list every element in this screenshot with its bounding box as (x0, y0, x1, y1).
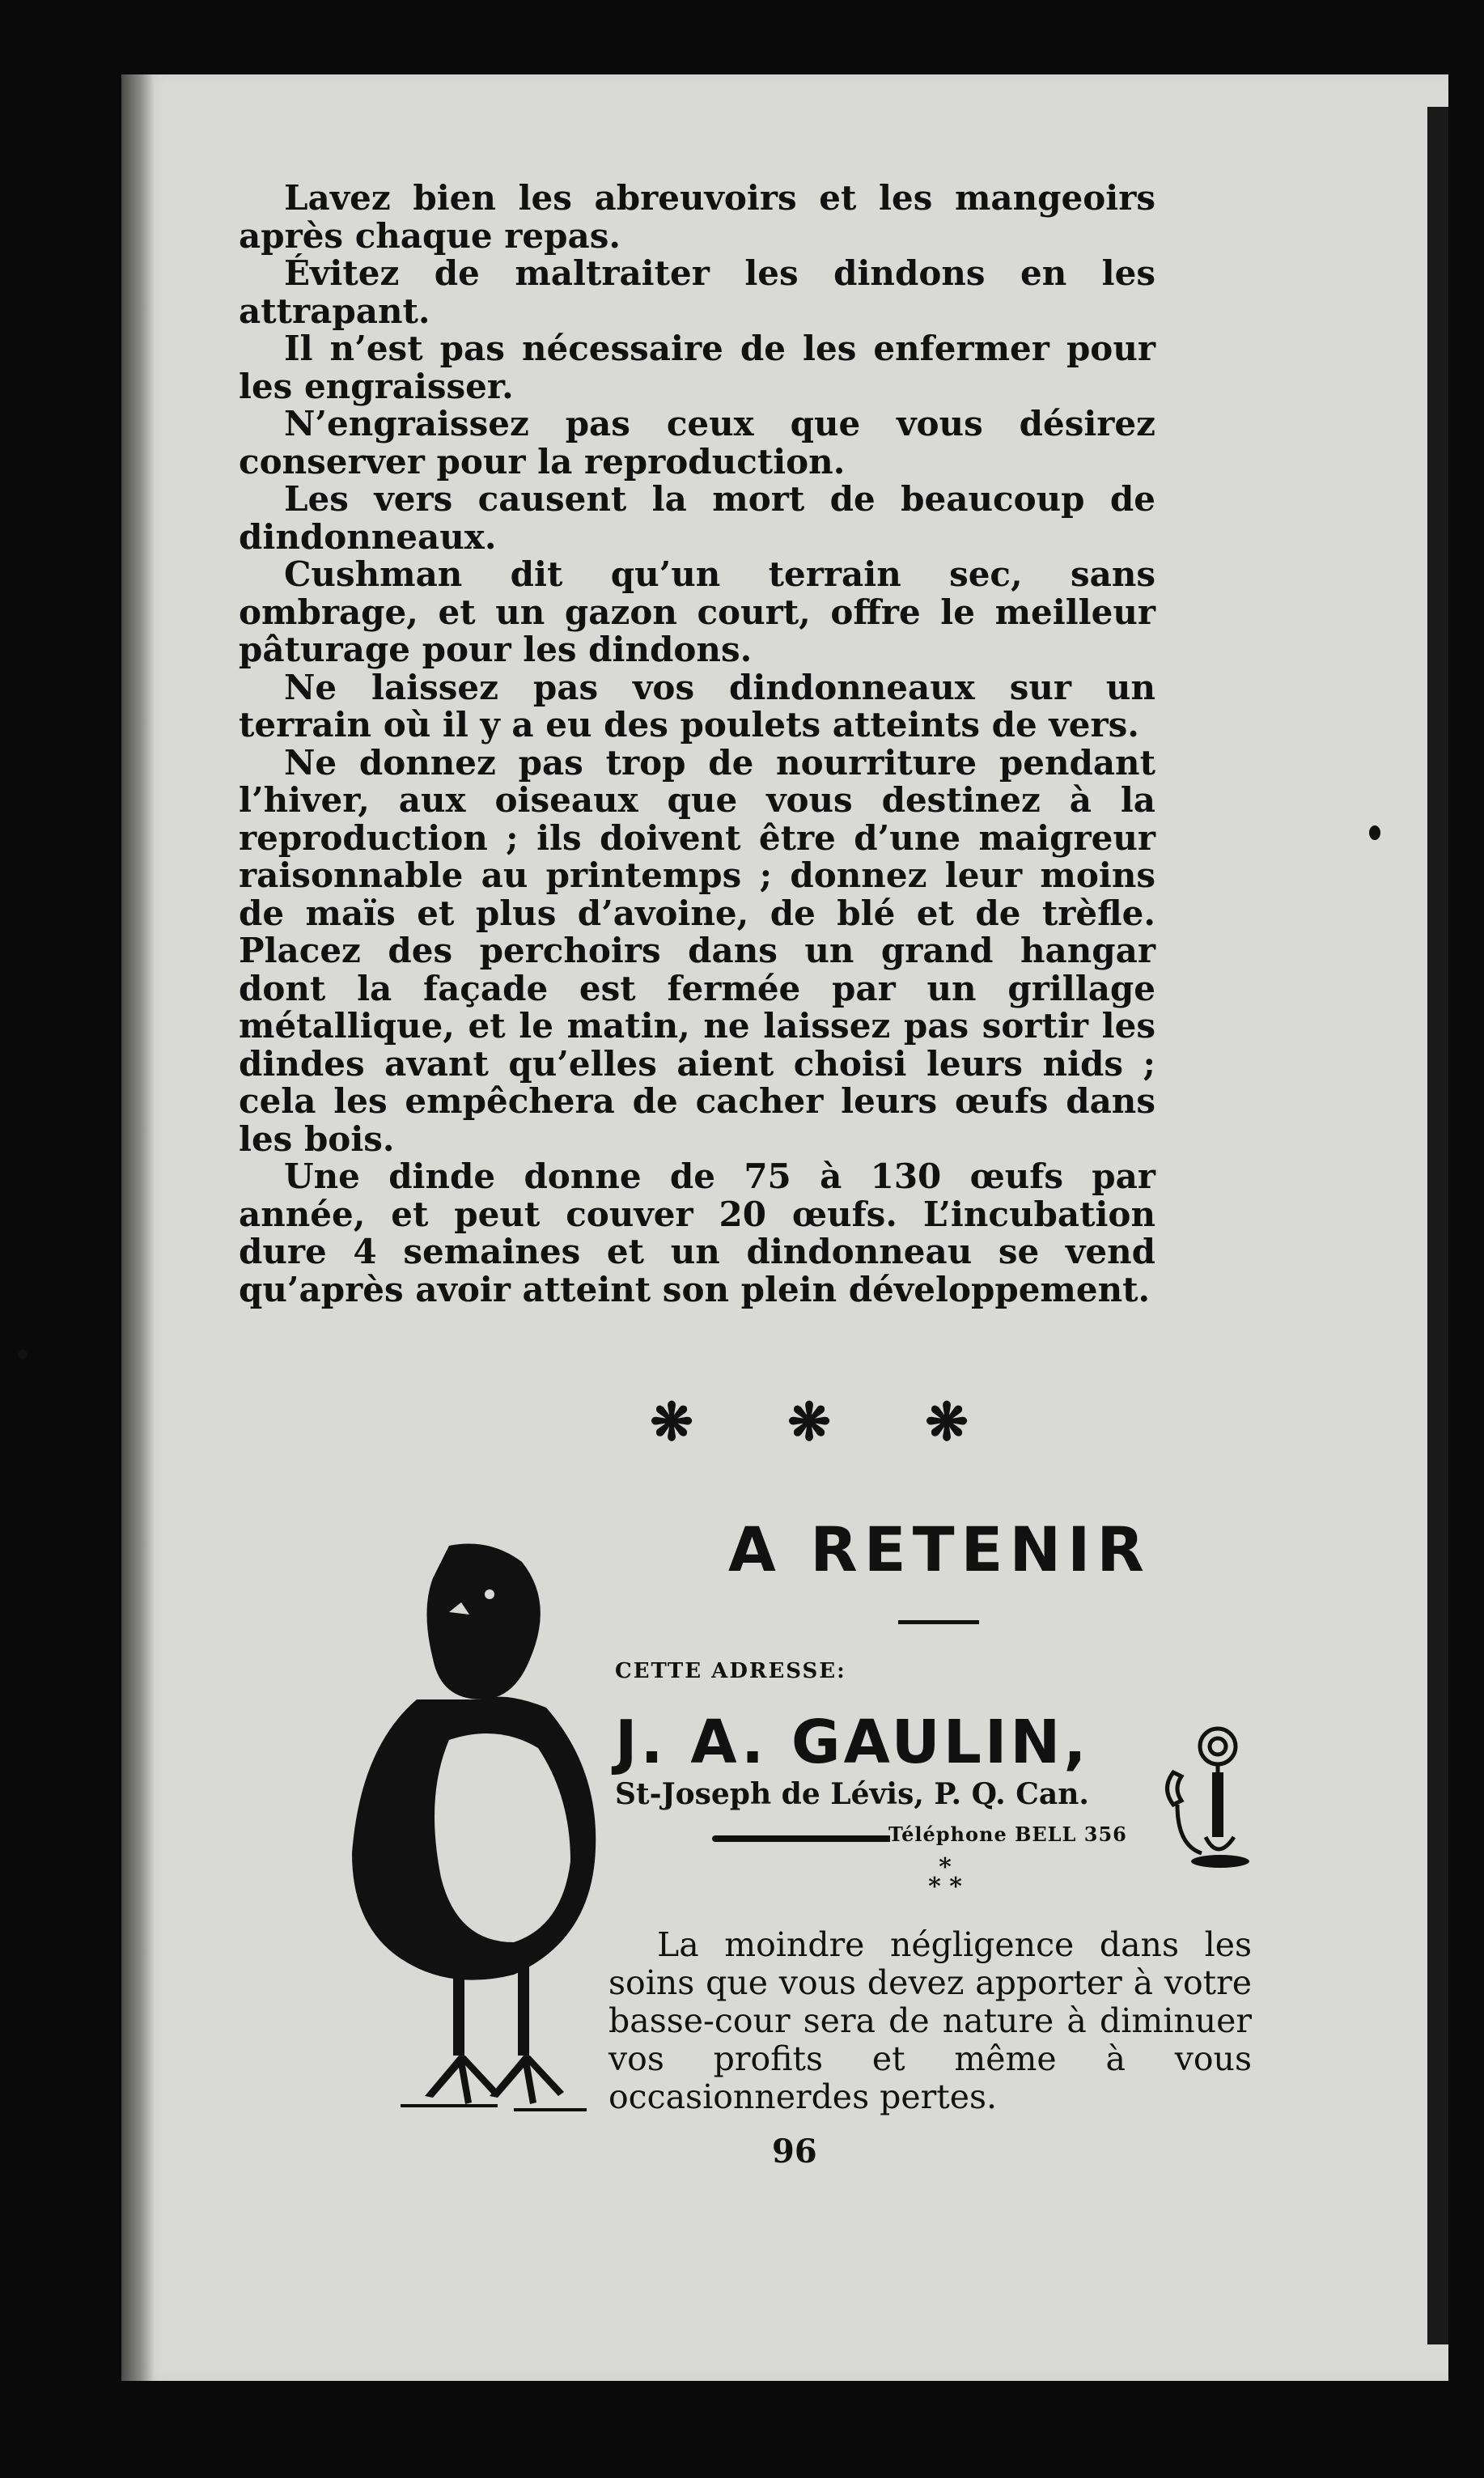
paragraph: Lavez bien les abreuvoirs et les mangeoirs après chaque repas. (239, 178, 1155, 256)
ad-address: St-Joseph de Lévis, P. Q. Can. (615, 1777, 1089, 1811)
body-text (239, 180, 1155, 1309)
ad-closing-text: La moindre négligence dans les soins que vous devez apporter à votre basse-cour sera de nature à diminuer vos profits et même à vous occasionnerdes pertes. (608, 1925, 1252, 2116)
ad-asterism (913, 1853, 977, 1901)
separator-star: ❋ (925, 1392, 969, 1453)
ad-intro: CETTE ADRESSE: (615, 1659, 846, 1683)
paragraph: Évitez de maltraiter les dindons en les attrapant. (239, 253, 1155, 331)
paragraph: Il n’est pas nécessaire de les enfermer pour les engraisser. (239, 329, 1155, 406)
ad-name: J. A. GAULIN, (615, 1708, 1090, 1777)
page-binding-edge (121, 74, 154, 2381)
paragraph: Ne laissez pas vos dindonneaux sur un terrain où il y a eu des poulets atteints de vers. (239, 667, 1155, 745)
separator-star: ❋ (787, 1392, 831, 1453)
paragraph: Ne donnez pas trop de nourriture pendant l’hiver, aux oiseaux que vous destinez à la reproduction ; ils doivent être d’une maigreur raisonnable au printemps ; donnez leur moins de maïs et plus d’avoine, de blé et de trèfle. Placez des perchoirs dans un grand hangar dont la façade est fermée par un grillage métallique, et le matin, ne laissez pas sortir les dindes avant qu’elles aient choisi leurs nids ; cela les empêchera de cacher leurs œufs dans les bois. (239, 742, 1155, 1159)
page-right-edge (1427, 107, 1448, 2344)
separator-star: ❋ (650, 1392, 693, 1453)
paragraph: Les vers causent la mort de beaucoup de dindonneaux. (239, 479, 1155, 557)
ad-telephone: Téléphone BELL 356 (888, 1822, 1127, 1846)
paragraph: Cushman dit qu’un terrain sec, sans ombrage, et un gazon court, offre le meilleur pâturage pour les dindons. (239, 554, 1155, 669)
ad-heading: A RETENIR (728, 1513, 1151, 1585)
asterism-glyph: * * * (928, 1853, 962, 1901)
page-number: 96 (772, 2132, 817, 2170)
section-separator (639, 1392, 979, 1453)
telephone-leader-line (712, 1835, 890, 1842)
scan-speck (18, 1350, 28, 1360)
paragraph: N’engraissez pas ceux que vous désirez conserver pour la reproduction. (239, 404, 1155, 482)
paragraph: Une dinde donne de 75 à 130 œufs par année, et peut couver 20 œufs. L’incubation dure 4 semaines et un dindonneau se vend qu’après avoir atteint son plein développement. (239, 1156, 1155, 1309)
heading-rule (898, 1620, 979, 1624)
scan-speck (1369, 825, 1380, 840)
candlestick-telephone-icon (1157, 1724, 1262, 1869)
chick-illustration-icon (328, 1538, 619, 2120)
